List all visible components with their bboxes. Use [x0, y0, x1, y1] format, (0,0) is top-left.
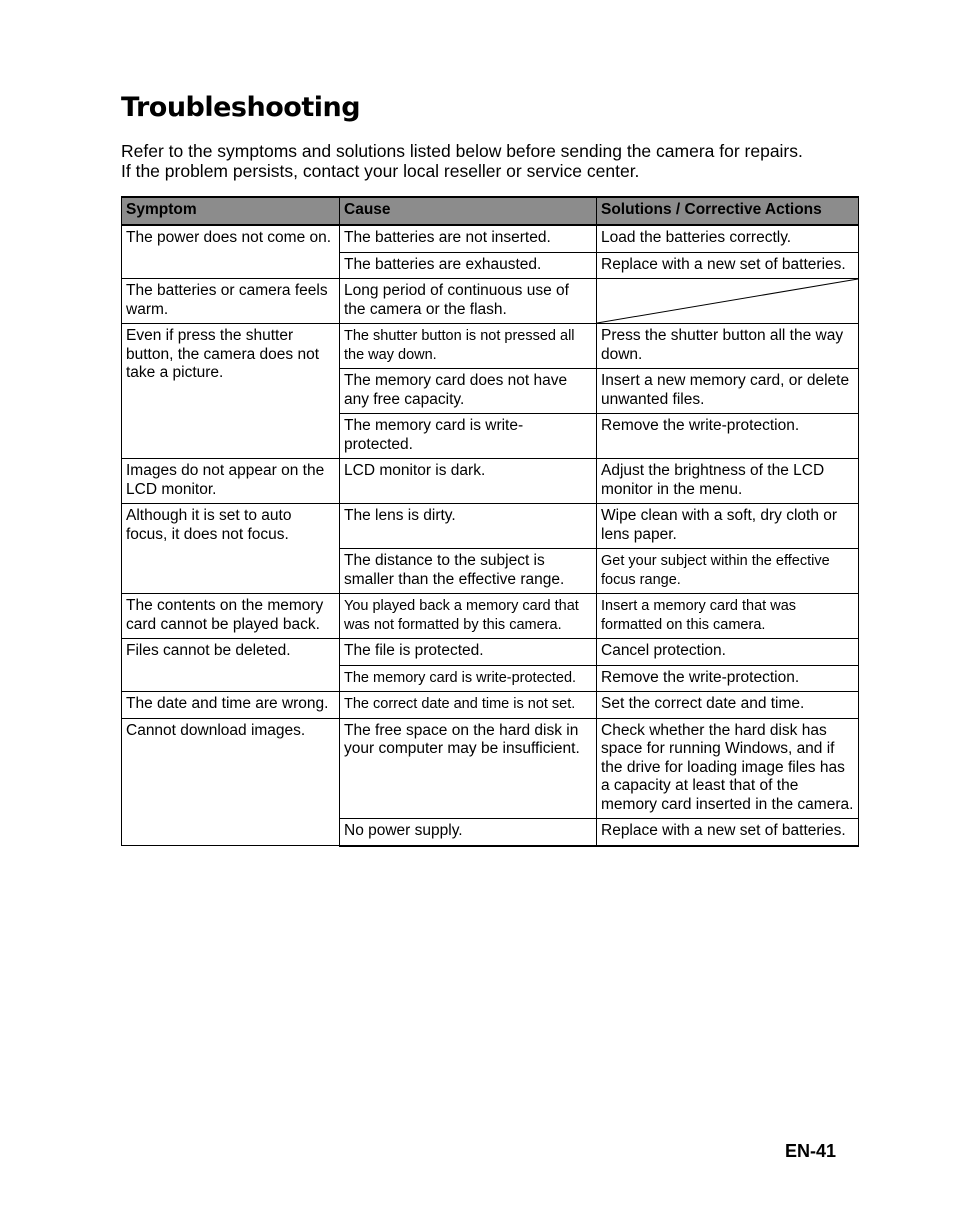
cause-cell: The distance to the subject is smaller than the effective range.: [340, 549, 597, 594]
intro-paragraph: [121, 142, 803, 181]
solution-cell: Load the batteries correctly.: [597, 225, 859, 252]
solution-cell: Remove the write-protection.: [597, 665, 859, 692]
column-header-symptom: Symptom: [122, 197, 340, 225]
solution-cell: Get your subject within the effective focus range.: [597, 549, 859, 594]
empty-solution-cell: [597, 279, 859, 324]
cause-cell: LCD monitor is dark.: [340, 459, 597, 504]
solution-cell: Press the shutter button all the way down.: [597, 324, 859, 369]
solution-cell: Replace with a new set of batteries.: [597, 252, 859, 279]
solution-cell: Insert a new memory card, or delete unwanted files.: [597, 369, 859, 414]
table-row: [122, 692, 859, 719]
symptom-cell: The date and time are wrong.: [122, 692, 340, 719]
symptom-cell: Files cannot be deleted.: [122, 639, 340, 692]
solution-cell: Adjust the brightness of the LCD monitor in the menu.: [597, 459, 859, 504]
table-row: [122, 459, 859, 504]
table-row: [122, 639, 859, 666]
solution-cell: Check whether the hard disk has space for running Windows, and if the drive for loading image files has a capacity at least that of the memory card inserted in the camera.: [597, 718, 859, 819]
symptom-cell: Cannot download images.: [122, 718, 340, 846]
table-header-row: [122, 197, 859, 225]
strikethrough-diagonal: [597, 279, 858, 323]
solution-cell: Wipe clean with a soft, dry cloth or lens paper.: [597, 504, 859, 549]
cause-cell: The file is protected.: [340, 639, 597, 666]
table-row: [122, 324, 859, 369]
cause-cell: The correct date and time is not set.: [340, 692, 597, 719]
cause-cell: The lens is dirty.: [340, 504, 597, 549]
cause-cell: The shutter button is not pressed all the way down.: [340, 324, 597, 369]
cause-cell: No power supply.: [340, 819, 597, 846]
intro-line: Refer to the symptoms and solutions listed below before sending the camera for repairs.: [121, 141, 803, 161]
table-row: [122, 225, 859, 252]
cause-cell: Long period of continuous use of the camera or the flash.: [340, 279, 597, 324]
solution-cell: Cancel protection.: [597, 639, 859, 666]
symptom-cell: The batteries or camera feels warm.: [122, 279, 340, 324]
table-row: [122, 279, 859, 324]
solution-cell: Remove the write-protection.: [597, 414, 859, 459]
troubleshooting-table: [121, 196, 859, 847]
symptom-cell: The contents on the memory card cannot be played back.: [122, 594, 340, 639]
table-row: [122, 594, 859, 639]
solution-cell: Set the correct date and time.: [597, 692, 859, 719]
cause-cell: The batteries are not inserted.: [340, 225, 597, 252]
cause-cell: The memory card does not have any free capacity.: [340, 369, 597, 414]
column-header-solution: Solutions / Corrective Actions: [597, 197, 859, 225]
column-header-cause: Cause: [340, 197, 597, 225]
symptom-cell: Although it is set to auto focus, it does not focus.: [122, 504, 340, 594]
symptom-cell: The power does not come on.: [122, 225, 340, 279]
page-title: Troubleshooting: [121, 92, 361, 123]
table-row: [122, 718, 859, 819]
cause-cell: The memory card is write-protected.: [340, 665, 597, 692]
page-number: EN-41: [785, 1141, 837, 1161]
intro-line: If the problem persists, contact your local reseller or service center.: [121, 160, 640, 181]
solution-cell: Insert a memory card that was formatted on this camera.: [597, 594, 859, 639]
cause-cell: You played back a memory card that was not formatted by this camera.: [340, 594, 597, 639]
cause-cell: The batteries are exhausted.: [340, 252, 597, 279]
symptom-cell: Images do not appear on the LCD monitor.: [122, 459, 340, 504]
solution-cell: Replace with a new set of batteries.: [597, 819, 859, 846]
symptom-cell: Even if press the shutter button, the camera does not take a picture.: [122, 324, 340, 459]
table-row: [122, 504, 859, 549]
cause-cell: The memory card is write-protected.: [340, 414, 597, 459]
cause-cell: The free space on the hard disk in your computer may be insufficient.: [340, 718, 597, 819]
